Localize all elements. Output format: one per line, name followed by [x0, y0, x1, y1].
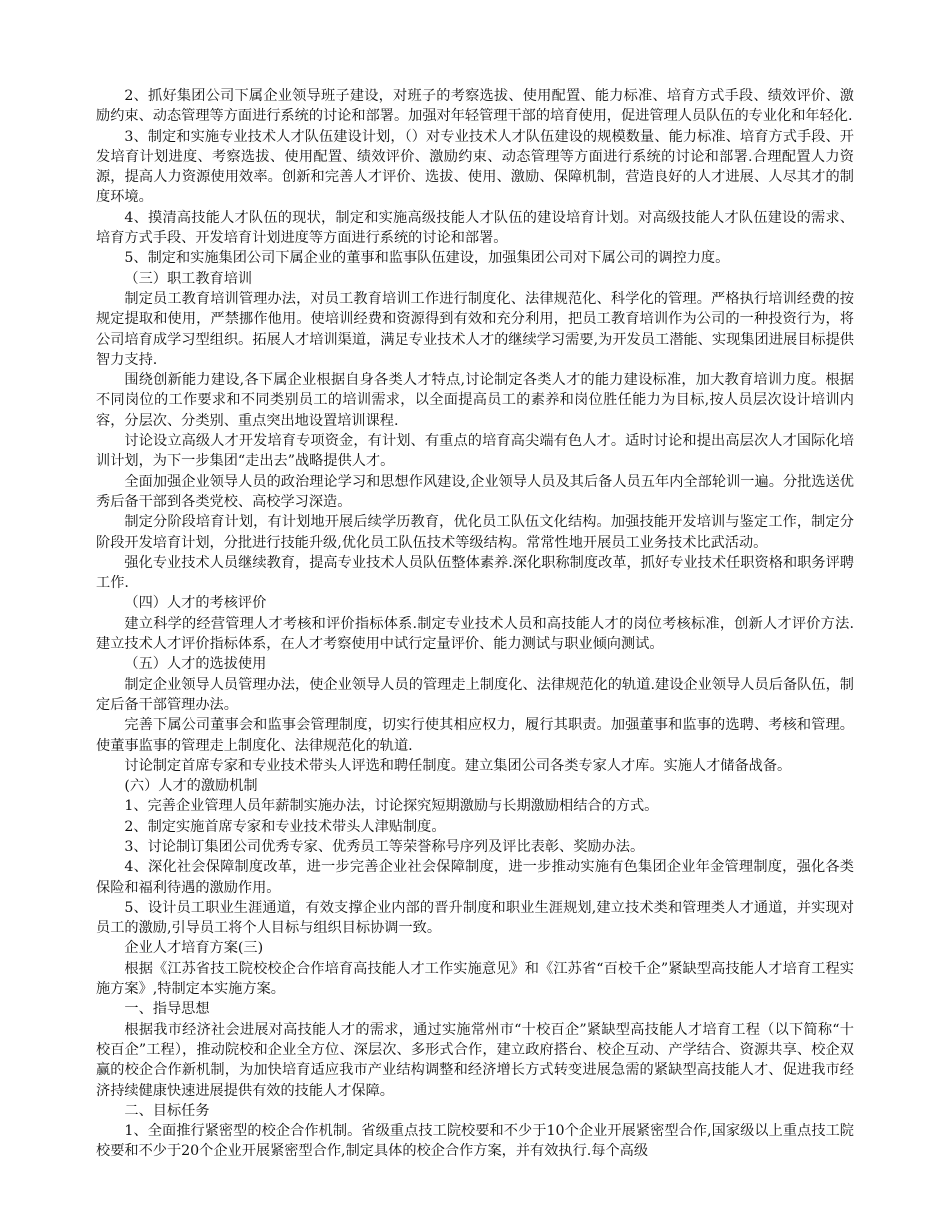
paragraph-9: 制定分阶段培育计划，有计划地开展后续学历教育，优化员工队伍文化结构。加强技能开发培训与鉴定工作，制定分阶段开发培育计划，分批进行技能升级,优化员工队伍技术等级结构。常常性地开展员工业务技术比武活动。 [96, 514, 854, 551]
paragraph-13: 完善下属公司董事会和监事会管理制度，切实行使其相应权力，履行其职责。加强董事和监事的选聘、考核和管理。使董事监事的管理走上制度化、法律规范化的轨道. [96, 717, 854, 754]
section-heading-guiding-ideology: 一、指导思想 [124, 1001, 210, 1018]
document-subtitle: 企业人才培育方案(三) [124, 940, 264, 957]
paragraph-11: 建立科学的经营管理人才考核和评价指标体系.制定专业技术人员和高技能人才的岗位考核标准，创新人才评价方法.建立技术人才评价指标体系，在人才考察使用中试行定量评价、能力测试与职业倾向测试。 [96, 615, 854, 653]
section-heading-objectives: 二、目标任务 [124, 1102, 210, 1119]
section-heading-5: （五）人才的选拔使用 [124, 656, 267, 673]
paragraph-22: 1、全面推行紧密型的校企合作机制。省级重点技工院校要和不少于10个企业开展紧密型合作,国家级以上重点技工院校要和不少于20个企业开展紧密型合作,制定具体的校企合作方案，并有效执行.每个高级 [96, 1123, 854, 1160]
paragraph-8: 全面加强企业领导人员的政治理论学习和思想作风建设,企业领导人员及其后备人员五年内全部轮训一遍。分批选送优秀后备干部到各类党校、高校学习深造。 [96, 473, 854, 510]
section-heading-3: （三）职工教育培训 [124, 270, 253, 287]
paragraph-5: 制定员工教育培训管理办法，对员工教育培训工作进行制度化、法律规范化、科学化的管理。严格执行培训经费的按规定提取和使用，严禁挪作他用。使培训经费和资源得到有效和充分利用，把员工教育培训作为公司的一种投资行为，将公司培育成学习型组织。拓展人才培训渠道，满足专业技术人才的继续学习需要,为开发员工潜能、实现集团进展目标提供智力支持. [96, 290, 854, 368]
paragraph-6: 围绕创新能力建设,各下属企业根据自身各类人才特点,讨论制定各类人才的能力建设标准，加大教育培训力度。根据不同岗位的工作要求和不同类别员工的培训需求，以全面提高员工的素养和岗位胜任能力为目标,按人员层次设计培训内容，分层次、分类别、重点突出地设置培训课程. [96, 372, 854, 429]
section-heading-6: (六）人才的激励机制 [124, 778, 258, 795]
paragraph-7: 讨论设立高级人才开发培育专项资金，有计划、有重点的培育高尖端有色人才。适时讨论和提出高层次人才国际化培训计划，为下一步集团“走出去”战略提供人才。 [96, 433, 854, 470]
paragraph-4: 5、制定和实施集团公司下属企业的董事和监事队伍建设，加强集团公司对下属公司的调控力度。 [124, 250, 730, 267]
paragraph-18: 4、深化社会保障制度改革，进一步完善企业社会保障制度，进一步推动实施有色集团企业年金管理制度，强化各类保险和福利待遇的激励作用。 [96, 859, 854, 896]
paragraph-21: 根据我市经济社会进展对高技能人才的需求，通过实施常州市“十校百企”紧缺型高技能人才培育工程（以下简称“十校百企”工程），推动院校和企业全方位、深层次、多形式合作，建立政府搭台、校企互动、产学结合、资源共享、校企双赢的校企合作新机制，为加快培育适应我市产业结构调整和经济增长方式转变进展急需的紧缺型高技能人才、促进我市经济持续健康快速进展提供有效的技能人才保障。 [96, 1021, 854, 1099]
paragraph-20: 根据《江苏省技工院校校企合作培育高技能人才工作实施意见》和《江苏省“百校千企”紧缺型高技能人才培育工程实施方案》,特制定本实施方案。 [96, 960, 854, 998]
section-heading-4: （四）人才的考核评价 [124, 595, 267, 612]
paragraph-16: 2、制定实施首席专家和专业技术带头人津贴制度。 [124, 818, 446, 835]
paragraph-12: 制定企业领导人员管理办法，使企业领导人员的管理走上制度化、法律规范化的轨道.建设企业领导人员后备队伍，制定后备干部管理办法。 [96, 676, 854, 713]
paragraph-17: 3、讨论制订集团公司优秀专家、优秀员工等荣誉称号序列及评比表彰、奖励办法。 [124, 838, 645, 855]
paragraph-14: 讨论制定首席专家和专业技术带头人评选和聘任制度。建立集团公司各类专家人才库。实施人才储备战备。 [124, 757, 792, 774]
paragraph-3: 4、摸清高技能人才队伍的现状，制定和实施高级技能人才队伍的建设培育计划。对高级技能人才队伍建设的需求、培育方式手段、开发培育计划进度等方面进行系统的讨论和部署。 [96, 209, 854, 247]
paragraph-15: 1、完善企业管理人员年薪制实施办法，讨论探究短期激励与长期激励相结合的方式。 [124, 798, 659, 815]
paragraph-19: 5、设计员工职业生涯通道，有效支撑企业内部的晋升制度和职业生涯规划,建立技术类和管理类人才通道，并实现对员工的激励,引导员工将个人目标与组织目标协调一致。 [96, 899, 854, 937]
paragraph-10: 强化专业技术人员继续教育，提高专业技术人员队伍整体素养.深化职称制度改革，抓好专业技术任职资格和职务评聘工作. [96, 554, 854, 592]
paragraph-2: 3、制定和实施专业技术人才队伍建设计划，（）对专业技术人才队伍建设的规模数量、能力标准、培育方式手段、开发培育计划进度、考察选拔、使用配置、绩效评价、激励约束、动态管理等方面进行系统的讨论和部署.合理配置人力资源，提高人力资源使用效率。创新和完善人才评价、选拔、使用、激励、保障机制，营造良好的人才进展、人尽其才的制度环境。 [96, 128, 854, 206]
paragraph-1: 2、抓好集团公司下属企业领导班子建设，对班子的考察选拔、使用配置、能力标准、培育方式手段、绩效评价、激励约束、动态管理等方面进行系统的讨论和部署。加强对年轻管理干部的培育使用，促进管理人员队伍的专业化和年轻化. [96, 88, 854, 125]
